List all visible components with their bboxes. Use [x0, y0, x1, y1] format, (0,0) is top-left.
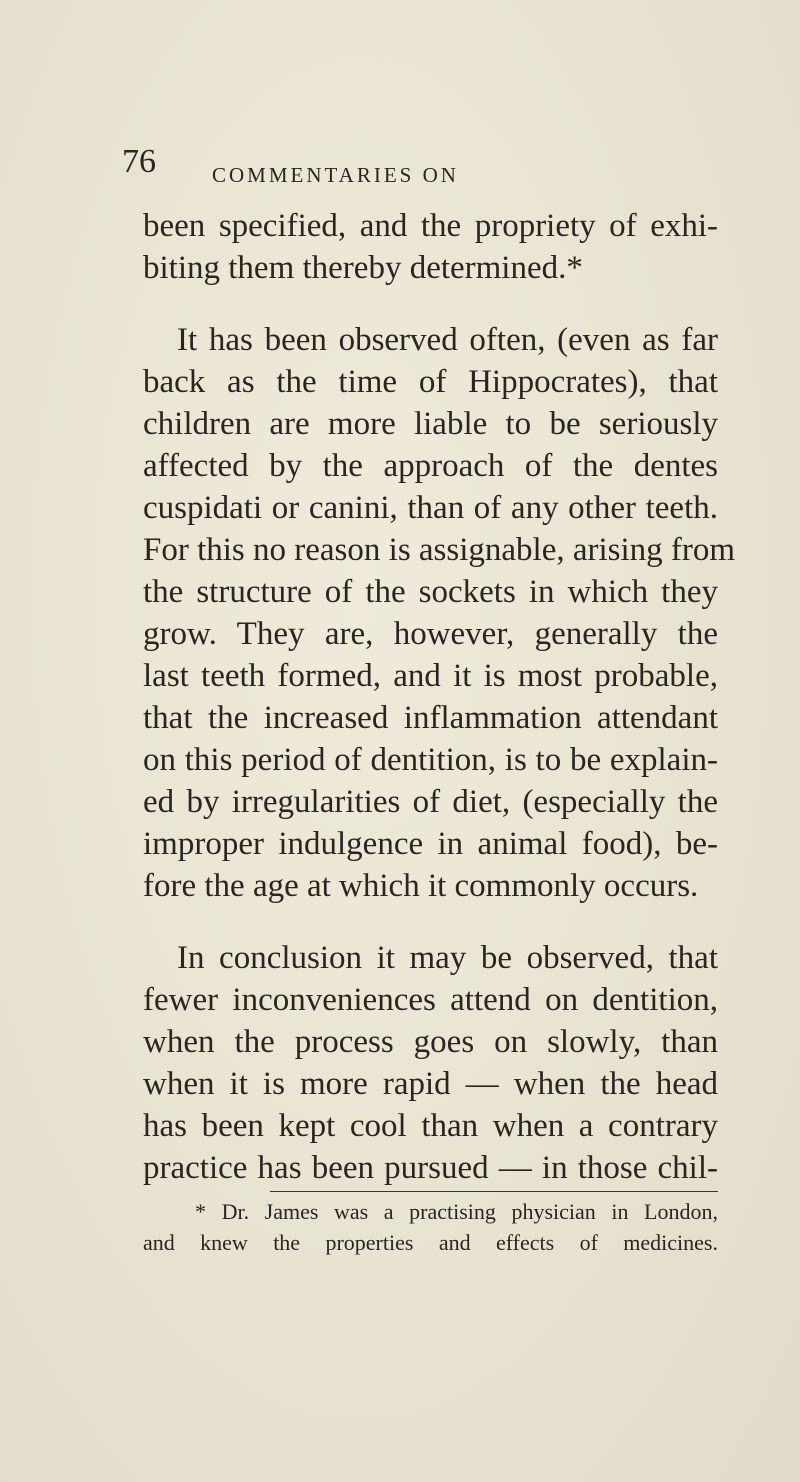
paragraph-gap	[143, 907, 718, 937]
text-line: cuspidati or canini, than of any other teeth.	[143, 490, 718, 526]
page-number: 76	[122, 143, 156, 180]
text-line: ed by irregularities of diet, (especially the	[143, 784, 718, 820]
text-line: It has been observed often, (even as far	[177, 322, 718, 358]
text-line: fewer inconveniences attend on dentition,	[143, 982, 718, 1018]
running-title: COMMENTARIES ON	[212, 163, 459, 187]
text-line: biting them thereby determined.*	[143, 250, 583, 286]
body-text	[143, 205, 736, 1189]
text-line: fore the age at which it commonly occurs.	[143, 868, 699, 904]
text-line: In conclusion it may be observed, that	[177, 940, 718, 976]
text-line: affected by the approach of the dentes	[143, 448, 718, 484]
text-line: improper indulgence in animal food), be-	[143, 826, 718, 862]
paragraph-2	[143, 319, 736, 907]
text-line: grow. They are, however, generally the	[143, 616, 718, 652]
paragraph-3	[143, 937, 718, 1189]
text-line: children are more liable to be seriously	[143, 406, 718, 442]
text-line: the structure of the sockets in which they	[143, 574, 718, 610]
text-line: been specified, and the propriety of exhi-	[143, 208, 718, 244]
footnote-line: and knew the properties and effects of medicines.	[143, 1230, 718, 1255]
footnote-line: * Dr. James was a practising physician in London,	[195, 1199, 718, 1224]
text-line: when it is more rapid — when the head	[143, 1066, 718, 1102]
text-line: For this no reason is assignable, arising from	[143, 532, 736, 568]
running-head	[0, 142, 800, 192]
paragraph-gap	[143, 289, 718, 319]
text-line: last teeth formed, and it is most probable,	[143, 658, 718, 694]
footnote-rule	[270, 1191, 718, 1192]
paragraph-1	[143, 205, 718, 289]
text-line: on this period of dentition, is to be explain-	[143, 742, 718, 778]
text-line: back as the time of Hippocrates), that	[143, 364, 718, 400]
text-line: that the increased inflammation attendant	[143, 700, 718, 736]
text-line: practice has been pursued — in those chil-	[143, 1150, 718, 1186]
text-line: when the process goes on slowly, than	[143, 1024, 718, 1060]
footnote	[143, 1196, 718, 1258]
text-line: has been kept cool than when a contrary	[143, 1108, 718, 1144]
